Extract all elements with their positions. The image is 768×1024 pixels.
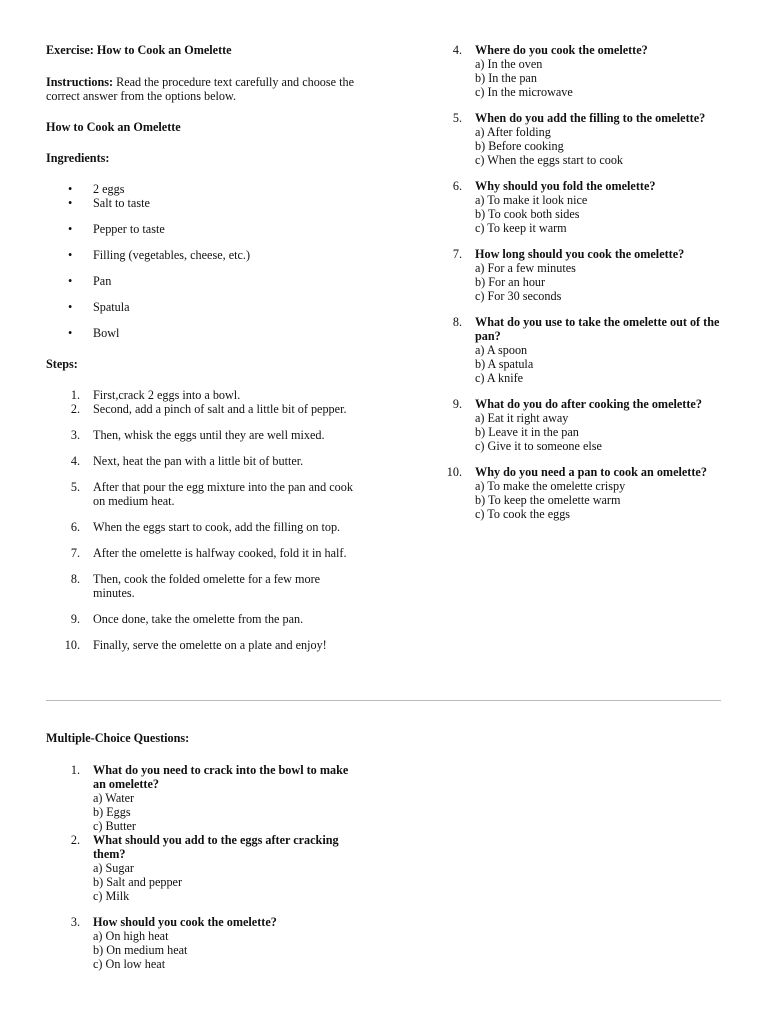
questions-list-left — [46, 763, 366, 971]
option-c: c) To keep it warm — [475, 221, 567, 235]
option-b: b) A spatula — [475, 357, 534, 371]
question-text: What do you do after cooking the omelette? — [475, 397, 702, 411]
step-item — [46, 388, 358, 402]
option-b: b) Salt and pepper — [93, 875, 183, 889]
list-item — [46, 182, 366, 196]
step-text: First,crack 2 eggs into a bowl. — [93, 388, 241, 402]
instructions-paragraph — [46, 75, 364, 103]
step-number: 5. — [70, 480, 80, 494]
question-item — [428, 247, 730, 303]
step-text: Next, heat the pan with a little bit of butter. — [93, 454, 304, 468]
horizontal-divider — [46, 700, 721, 701]
step-number: 9. — [70, 612, 80, 626]
step-item — [46, 454, 358, 468]
step-text: Then, cook the folded omelette for a few more minutes. — [93, 572, 321, 600]
question-number: 1. — [70, 763, 80, 777]
bullet-icon: • — [68, 300, 73, 314]
question-item — [428, 179, 730, 235]
list-item — [46, 248, 366, 262]
option-b: b) To cook both sides — [475, 207, 580, 221]
step-item — [46, 402, 358, 416]
step-number: 3. — [70, 428, 80, 442]
option-a: a) Eat it right away — [475, 411, 569, 425]
option-a: a) On high heat — [93, 929, 169, 943]
question-item — [428, 43, 730, 99]
list-item — [46, 274, 366, 288]
bullet-icon: • — [68, 248, 73, 262]
option-a: a) In the oven — [475, 57, 543, 71]
question-text: How should you cook the omelette? — [93, 915, 277, 929]
question-item — [46, 763, 358, 833]
list-item — [46, 222, 366, 236]
step-number: 4. — [70, 454, 80, 468]
option-b: b) For an hour — [475, 275, 546, 289]
ingredients-list — [46, 182, 366, 340]
question-item — [428, 397, 730, 453]
question-item — [428, 111, 730, 167]
bullet-icon: • — [68, 326, 73, 340]
bullet-icon: • — [68, 222, 73, 236]
step-text: After the omelette is halfway cooked, fold it in half. — [93, 546, 347, 560]
question-text: Where do you cook the omelette? — [475, 43, 648, 57]
steps-list — [46, 388, 366, 652]
question-item — [428, 465, 730, 521]
option-a: a) To make the omelette crispy — [475, 479, 626, 493]
ingredient-text: Salt to taste — [93, 196, 150, 210]
ingredients-heading: Ingredients: — [46, 151, 110, 165]
step-text: Once done, take the omelette from the pan. — [93, 612, 304, 626]
mcq-section — [46, 731, 366, 971]
step-item — [46, 546, 358, 560]
question-number: 4. — [452, 43, 462, 57]
step-text: Second, add a pinch of salt and a little bit of pepper. — [93, 402, 347, 416]
page-title: Exercise: How to Cook an Omelette — [46, 43, 232, 57]
ingredient-text: Pepper to taste — [93, 222, 165, 236]
step-item — [46, 428, 358, 442]
option-b: b) In the pan — [475, 71, 537, 85]
question-number: 2. — [70, 833, 80, 847]
step-item — [46, 612, 358, 626]
list-item — [46, 300, 366, 314]
option-c: c) On low heat — [93, 957, 166, 971]
option-a: a) Sugar — [93, 861, 134, 875]
bullet-icon: • — [68, 196, 73, 210]
question-text: What should you add to the eggs after cracking them? — [93, 833, 339, 861]
step-item — [46, 520, 358, 534]
option-c: c) When the eggs start to cook — [475, 153, 624, 167]
question-text: Why should you fold the omelette? — [475, 179, 656, 193]
bullet-icon: • — [68, 182, 73, 196]
bullet-icon: • — [68, 274, 73, 288]
steps-heading: Steps: — [46, 357, 78, 371]
step-text: Finally, serve the omelette on a plate and enjoy! — [93, 638, 327, 652]
option-b: b) To keep the omelette warm — [475, 493, 621, 507]
question-text: When do you add the filling to the omelette? — [475, 111, 706, 125]
step-text: After that pour the egg mixture into the pan and cook on medium heat. — [93, 480, 353, 508]
question-number: 7. — [452, 247, 462, 261]
step-number: 2. — [70, 402, 80, 416]
question-text: What do you use to take the omelette out of the pan? — [475, 315, 720, 343]
step-item — [46, 572, 358, 600]
step-item — [46, 480, 358, 508]
option-b: b) Leave it in the pan — [475, 425, 579, 439]
option-c: c) In the microwave — [475, 85, 573, 99]
ingredient-text: Pan — [93, 274, 112, 288]
step-item — [46, 638, 358, 652]
question-number: 5. — [452, 111, 462, 125]
option-c: c) Give it to someone else — [475, 439, 602, 453]
ingredient-text: Bowl — [93, 326, 120, 340]
question-item — [46, 833, 358, 903]
option-a: a) To make it look nice — [475, 193, 588, 207]
option-a: a) For a few minutes — [475, 261, 576, 275]
instructions-label: Instructions: — [46, 75, 114, 89]
option-c: c) Milk — [93, 889, 130, 903]
instructions-text: Read the procedure text carefully and choose the correct answer from the options below. — [46, 75, 354, 103]
option-c: c) A knife — [475, 371, 524, 385]
left-column — [46, 43, 366, 652]
question-number: 3. — [70, 915, 80, 929]
question-number: 8. — [452, 315, 462, 329]
recipe-title: How to Cook an Omelette — [46, 120, 181, 134]
ingredient-text: Filling (vegetables, cheese, etc.) — [93, 248, 251, 262]
ingredient-text: 2 eggs — [93, 182, 125, 196]
step-number: 6. — [70, 520, 80, 534]
questions-list-right — [428, 43, 728, 521]
step-number: 7. — [70, 546, 80, 560]
option-a: a) After folding — [475, 125, 551, 139]
question-text: Why do you need a pan to cook an omelette? — [475, 465, 707, 479]
step-text: When the eggs start to cook, add the filling on top. — [93, 520, 341, 534]
option-c: c) Butter — [93, 819, 136, 833]
option-c: c) For 30 seconds — [475, 289, 562, 303]
question-number: 6. — [452, 179, 462, 193]
list-item — [46, 326, 366, 340]
mcq-heading: Multiple-Choice Questions: — [46, 731, 190, 745]
option-a: a) A spoon — [475, 343, 528, 357]
list-item — [46, 196, 366, 210]
question-item — [428, 315, 730, 385]
question-text: How long should you cook the omelette? — [475, 247, 685, 261]
step-number: 8. — [70, 572, 80, 586]
step-number: 1. — [70, 388, 80, 402]
option-b: b) Eggs — [93, 805, 131, 819]
option-b: b) On medium heat — [93, 943, 188, 957]
step-number: 10. — [64, 638, 80, 652]
right-column — [428, 43, 728, 521]
question-number: 9. — [452, 397, 462, 411]
option-b: b) Before cooking — [475, 139, 564, 153]
option-a: a) Water — [93, 791, 135, 805]
option-c: c) To cook the eggs — [475, 507, 571, 521]
question-item — [46, 915, 358, 971]
question-number: 10. — [446, 465, 462, 479]
ingredient-text: Spatula — [93, 300, 130, 314]
question-text: What do you need to crack into the bowl to make an omelette? — [93, 763, 349, 791]
step-text: Then, whisk the eggs until they are well mixed. — [93, 428, 325, 442]
